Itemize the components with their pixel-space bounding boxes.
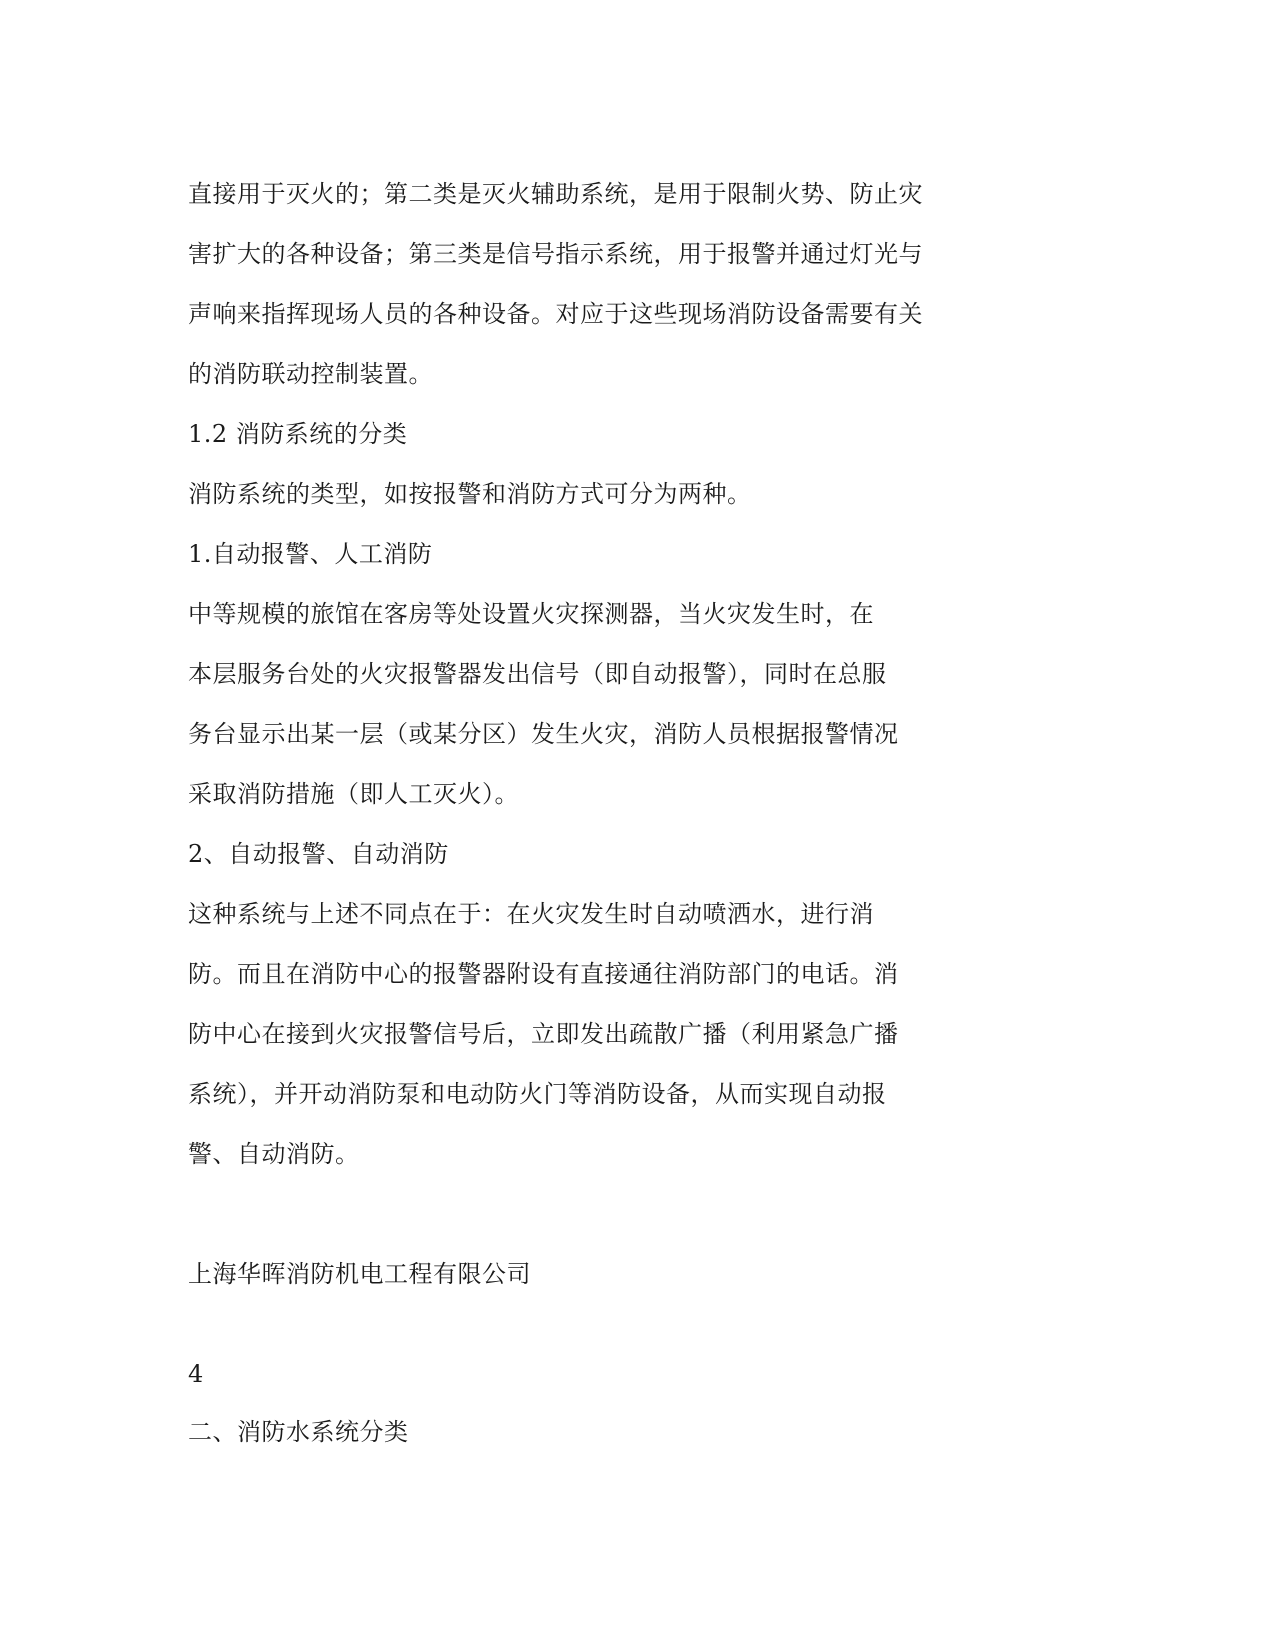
subsection-heading: 2、自动报警、自动消防 [188, 840, 449, 868]
body-text-line: 警、自动消防。 [188, 1140, 360, 1168]
body-text-line: 系统），并开动消防泵和电动防火门等消防设备，从而实现自动报 [188, 1080, 887, 1108]
body-text-line: 这种系统与上述不同点在于：在火灾发生时自动喷洒水，进行消 [188, 900, 874, 928]
company-name: 上海华晖消防机电工程有限公司 [188, 1260, 531, 1288]
body-text-line: 防中心在接到火灾报警信号后，立即发出疏散广播（利用紧急广播 [188, 1020, 899, 1048]
body-text-line: 防。而且在消防中心的报警器附设有直接通往消防部门的电话。消 [188, 960, 899, 988]
body-text-line: 消防系统的类型，如按报警和消防方式可分为两种。 [188, 480, 752, 508]
page-number: 4 [188, 1360, 204, 1388]
body-text-line: 中等规模的旅馆在客房等处设置火灾探测器，当火灾发生时，在 [188, 600, 874, 628]
section-heading: 1.2 消防系统的分类 [188, 420, 408, 448]
body-text-line: 务台显示出某一层（或某分区）发生火灾，消防人员根据报警情况 [188, 720, 899, 748]
body-text-line: 的消防联动控制装置。 [188, 360, 433, 388]
chapter-heading: 二、消防水系统分类 [188, 1418, 409, 1446]
body-text-line: 直接用于灭火的；第二类是灭火辅助系统，是用于限制火势、防止灾 [188, 180, 923, 208]
body-text-line: 采取消防措施（即人工灭火）。 [188, 780, 519, 808]
subsection-heading: 1.自动报警、人工消防 [188, 540, 433, 568]
body-text-line: 本层服务台处的火灾报警器发出信号（即自动报警），同时在总服 [188, 660, 887, 688]
body-text-line: 声响来指挥现场人员的各种设备。对应于这些现场消防设备需要有关 [188, 300, 923, 328]
body-text-line: 害扩大的各种设备；第三类是信号指示系统，用于报警并通过灯光与 [188, 240, 923, 268]
